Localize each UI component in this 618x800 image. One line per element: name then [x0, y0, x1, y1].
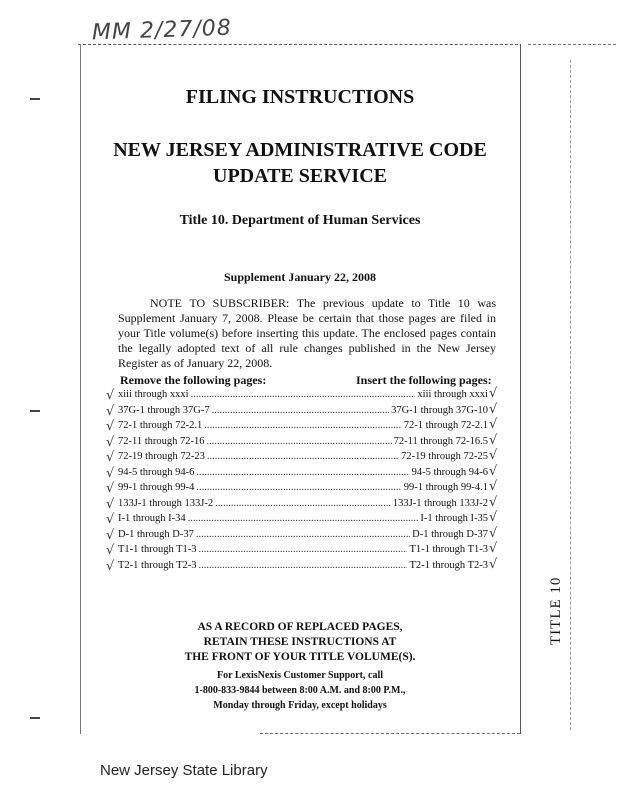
insert-header: Insert the following pages: [356, 373, 492, 387]
remove-pages: xiii through xxxi [118, 389, 189, 400]
remove-pages: 37G-1 through 37G-7 [118, 404, 210, 416]
dot-leader [196, 467, 409, 482]
dot-leader [199, 544, 408, 559]
handwritten-note: MM 2/27/08 [91, 15, 233, 46]
insert-pages: T1-1 through T1-3 [409, 544, 488, 555]
margin-mark [30, 410, 40, 412]
check-mark-icon: √ [489, 463, 498, 479]
remove-pages: 99-1 through 99-4 [118, 482, 195, 493]
remove-pages: 72-11 through 72-16 [118, 435, 205, 447]
record-instructions [100, 620, 500, 665]
remove-pages: D-1 through D-37 [118, 528, 194, 540]
page-row [118, 513, 488, 528]
page-title: FILING INSTRUCTIONS [185, 86, 415, 108]
check-mark-icon: √ [106, 558, 115, 574]
remove-pages: I-1 through I-34 [118, 513, 186, 524]
support-line-2: 1-800-833-9844 between 8:00 A.M. and 8:00 P.M., [194, 685, 406, 696]
insert-pages: 72-11 through 72-16.5 [393, 435, 488, 447]
insert-pages: 99-1 through 99-4.1 [403, 482, 488, 493]
library-footer: New Jersey State Library [100, 762, 268, 779]
check-mark-icon: √ [489, 525, 498, 541]
insert-pages: I-1 through I-35 [420, 513, 488, 524]
check-mark-icon: √ [106, 512, 115, 527]
dot-leader [212, 405, 390, 420]
dot-leader [199, 560, 408, 575]
page-row [118, 389, 488, 404]
insert-pages: xiii through xxxi [417, 389, 488, 400]
check-mark-icon: √ [106, 403, 115, 419]
check-mark-icon: √ [489, 386, 498, 401]
bottom-dashed-border [260, 733, 520, 734]
check-mark-icon: √ [489, 494, 498, 510]
insert-pages: 37G-1 through 37G-10 [391, 404, 488, 416]
check-mark-icon: √ [106, 434, 115, 450]
page-row [118, 467, 488, 482]
dot-leader [207, 451, 399, 466]
code-title-line-1: NEW JERSEY ADMINISTRATIVE CODE [113, 139, 487, 161]
check-mark-icon: √ [489, 448, 498, 463]
page-row [118, 405, 488, 420]
check-mark-icon: √ [106, 543, 115, 558]
record-line-1: AS A RECORD OF REPLACED PAGES, [197, 621, 403, 633]
check-mark-icon: √ [106, 450, 115, 465]
insert-pages: 133J-1 through 133J-2 [392, 497, 488, 509]
title-side-label: TITLE 10 [548, 576, 564, 645]
support-line-1: For LexisNexis Customer Support, call [216, 670, 383, 681]
insert-pages: D-1 through D-37 [412, 528, 488, 540]
top-right-dashed-border [528, 44, 616, 45]
record-line-2: RETAIN THESE INSTRUCTIONS AT [203, 636, 397, 648]
remove-pages: 133J-1 through 133J-2 [118, 497, 214, 509]
page-row [118, 529, 488, 544]
check-mark-icon: √ [489, 510, 498, 525]
check-mark-icon: √ [489, 432, 498, 448]
check-mark-icon: √ [489, 541, 498, 556]
code-title-line-2: UPDATE SERVICE [213, 165, 387, 187]
check-mark-icon: √ [106, 496, 115, 512]
dot-leader [196, 529, 410, 544]
department-title: Title 10. Department of Human Services [179, 213, 421, 228]
page-row [118, 451, 488, 466]
customer-support [100, 668, 500, 713]
dot-leader [191, 389, 416, 404]
page-row [118, 436, 488, 451]
top-dashed-border [78, 44, 518, 45]
subscriber-note: NOTE TO SUBSCRIBER: The previous update to Title 10 was Supplement January 7, 2008. Please be certain that those pages are filed in your Title volume(s) before inserting this update. The enclosed pages contain the legally adopted text of all rule changes published in the New Jersey Register as of January 22, 2008. [118, 296, 496, 370]
insert-pages: 94-5 through 94-6 [411, 466, 488, 478]
dot-leader [207, 436, 392, 451]
check-mark-icon: √ [106, 465, 115, 481]
page-row [118, 498, 488, 513]
record-line-3: THE FRONT OF YOUR TITLE VOLUME(S). [184, 651, 416, 663]
margin-mark [30, 717, 40, 719]
insert-pages: T2-1 through T2-3 [409, 559, 488, 571]
remove-pages: 72-19 through 72-23 [118, 451, 205, 462]
dot-leader [215, 498, 391, 513]
check-mark-icon: √ [489, 556, 498, 572]
page-row [118, 544, 488, 559]
insert-pages: 72-19 through 72-25 [401, 451, 488, 462]
page-row [118, 482, 488, 497]
remove-pages: 72-1 through 72-2.1 [118, 420, 203, 431]
right-border-line [520, 44, 521, 734]
remove-pages: 94-5 through 94-6 [118, 466, 195, 478]
margin-mark [30, 98, 40, 100]
check-mark-icon: √ [489, 417, 498, 432]
remove-pages: T2-1 through T2-3 [118, 559, 197, 571]
check-mark-icon: √ [106, 388, 115, 403]
check-mark-icon: √ [489, 479, 498, 494]
left-border-line [80, 44, 81, 734]
dot-leader [188, 513, 419, 528]
dot-leader [196, 482, 401, 497]
support-line-3: Monday through Friday, except holidays [213, 700, 387, 711]
remove-header: Remove the following pages: [120, 373, 267, 387]
page-row [118, 420, 488, 435]
check-mark-icon: √ [106, 527, 115, 543]
page-row [118, 560, 488, 575]
supplement-date: Supplement January 22, 2008 [223, 270, 377, 284]
check-mark-icon: √ [106, 481, 115, 496]
check-mark-icon: √ [106, 419, 115, 434]
check-mark-icon: √ [489, 401, 498, 417]
code-title [100, 137, 500, 189]
insert-pages: 72-1 through 72-2.1 [403, 420, 488, 431]
remove-pages: T1-1 through T1-3 [118, 544, 197, 555]
dot-leader [204, 420, 401, 435]
tab-border-line [570, 60, 571, 730]
